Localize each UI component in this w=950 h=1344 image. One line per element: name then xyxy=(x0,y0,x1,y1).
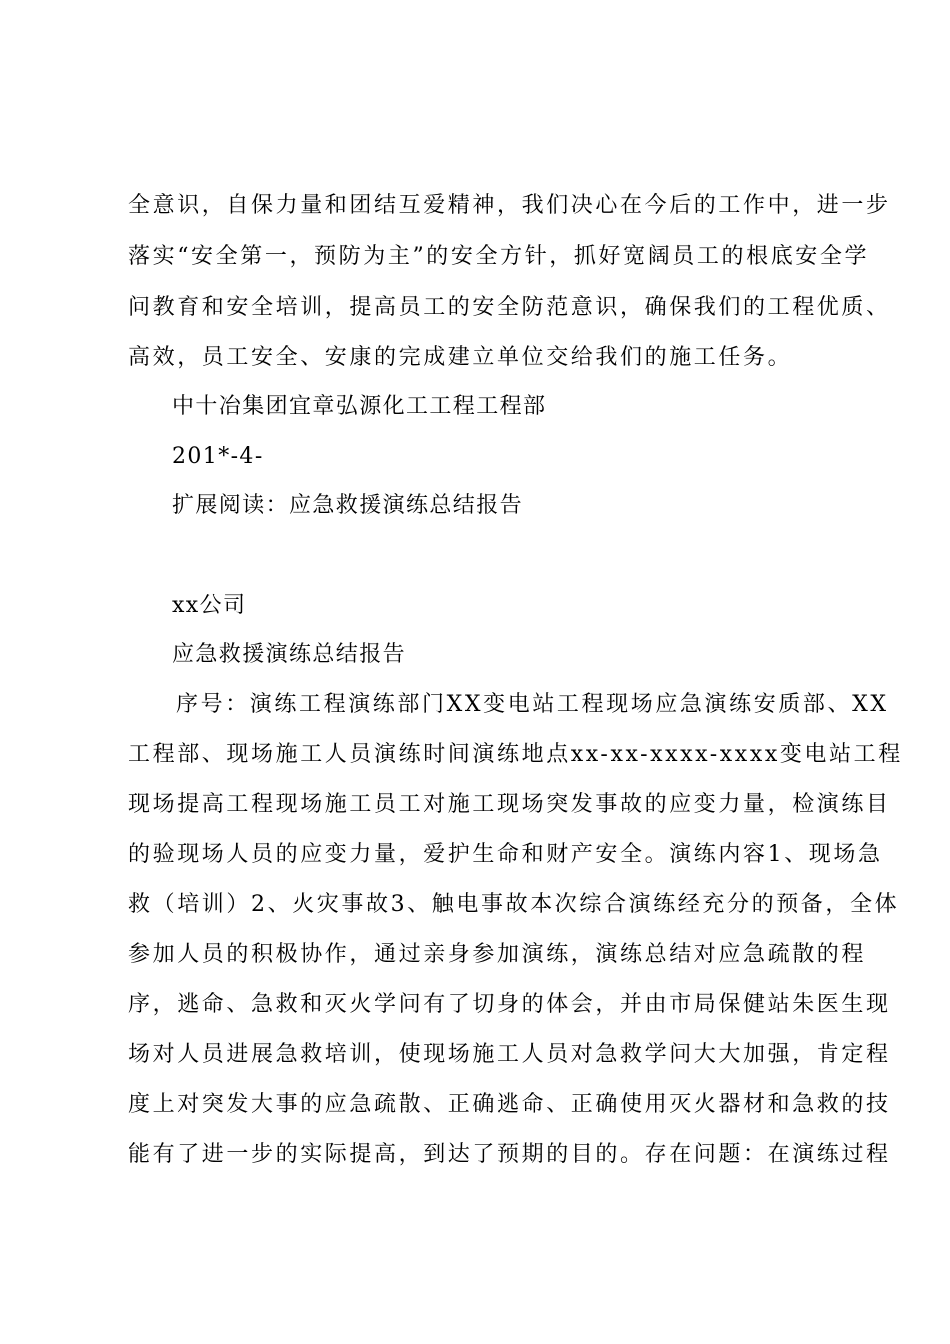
signature-organization: 中十冶集团宜章弘源化工工程工程部 xyxy=(172,394,547,419)
report-title: 应急救援演练总结报告 xyxy=(172,642,407,667)
paragraph-line: 的验现场人员的应变力量，爱护生命和财产安全。演练内容1、现场急 xyxy=(128,842,883,867)
paragraph-line: 落实“安全第一，预防为主”的安全方针，抓好宽阔员工的根底安全学 xyxy=(128,244,870,269)
paragraph-line: 序号：演练工程演练部门XX变电站工程现场应急演练安质部、XX xyxy=(176,692,889,717)
paragraph-line: 救（培训）2、火灾事故3、触电事故本次综合演练经充分的预备，全体 xyxy=(128,892,900,917)
paragraph-line: 全意识，自保力量和团结互爱精神，我们决心在今后的工作中，进一步 xyxy=(128,193,891,218)
signature-date: 201*-4- xyxy=(172,444,264,469)
paragraph-line: 度上对突发大事的应急疏散、正确逃命、正确使用灭火器材和急救的技 xyxy=(128,1092,891,1117)
paragraph-line: 场对人员进展急救培训，使现场施工人员对急救学问大大加强，肯定程 xyxy=(128,1042,891,1067)
paragraph-line: 参加人员的积极协作，通过亲身参加演练，演练总结对应急疏散的程 xyxy=(128,942,867,967)
paragraph-line: 能有了进一步的实际提高，到达了预期的目的。存在问题：在演练过程 xyxy=(128,1142,891,1167)
company-name: xx公司 xyxy=(172,593,247,618)
paragraph-line: 序，逃命、急救和灭火学问有了切身的体会，并由市局保健站朱医生现 xyxy=(128,992,891,1017)
paragraph-line: 高效，员工安全、安康的完成建立单位交给我们的施工任务。 xyxy=(128,345,793,370)
extended-reading-heading: 扩展阅读：应急救援演练总结报告 xyxy=(172,493,524,518)
paragraph-line: 工程部、现场施工人员演练时间演练地点xx-xx-xxxx-xxxx变电站工程 xyxy=(128,742,903,767)
paragraph-line: 现场提高工程现场施工员工对施工现场突发事故的应变力量，检演练目 xyxy=(128,792,891,817)
paragraph-line: 问教育和安全培训，提高员工的安全防范意识，确保我们的工程优质、 xyxy=(128,295,891,320)
